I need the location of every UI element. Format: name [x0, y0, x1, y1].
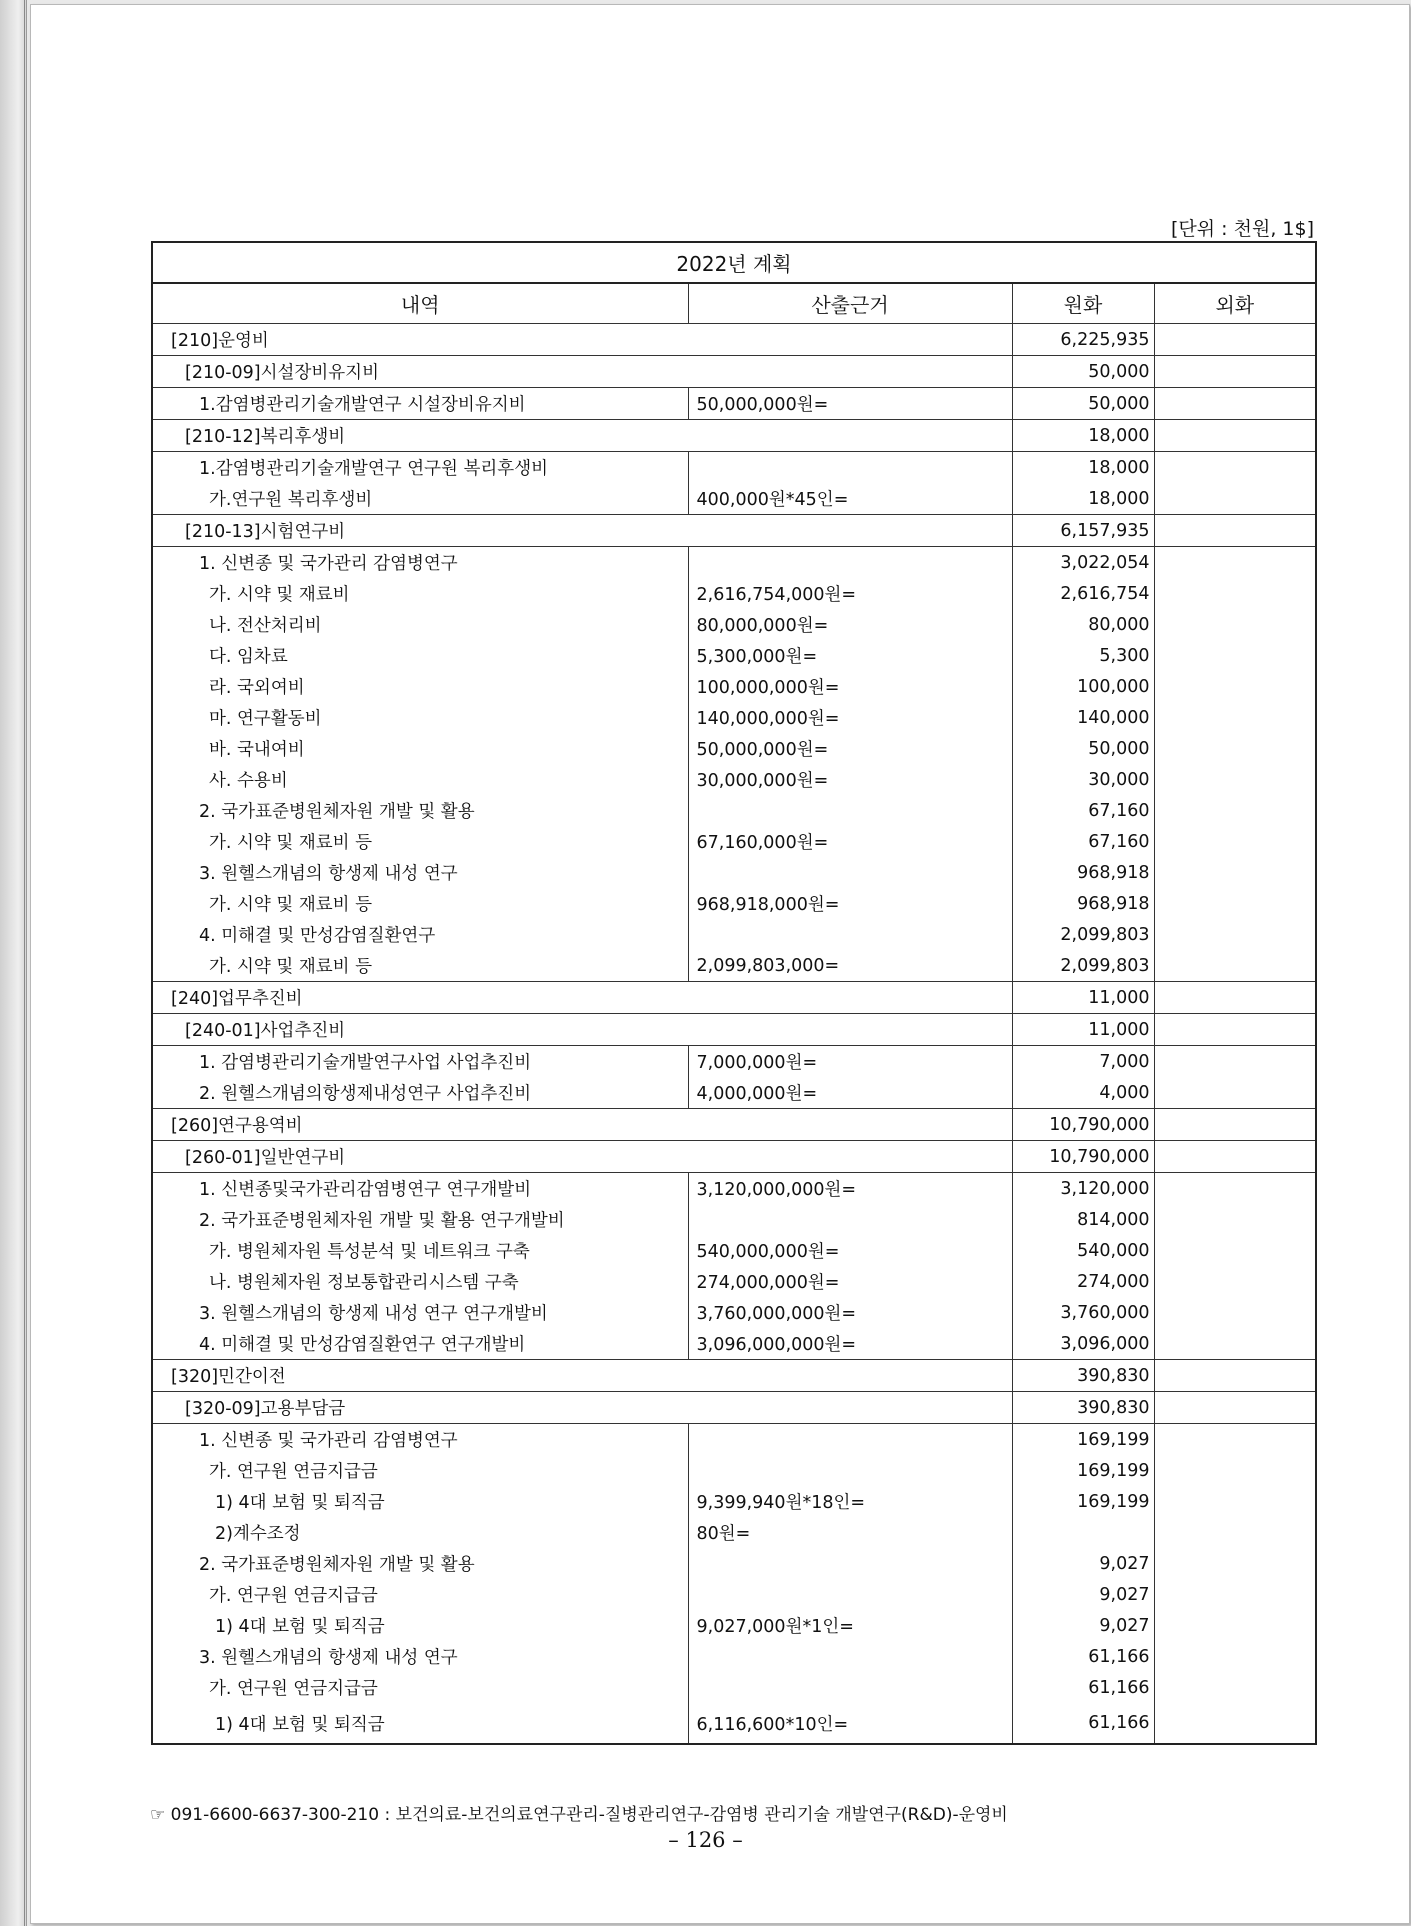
- row-description: 1.감염병관리기술개발연구 시설장비유지비: [152, 388, 688, 420]
- row-description: 3. 원헬스개념의 항생제 내성 연구: [152, 857, 688, 888]
- row-description: [320]민간이전: [152, 1360, 1012, 1392]
- table-row: [152, 1235, 1316, 1266]
- row-foreign-amount: [1154, 483, 1316, 515]
- table-row: [152, 452, 1316, 484]
- row-krw-amount: 11,000: [1012, 1014, 1154, 1046]
- row-calculation-basis: 5,300,000원=: [688, 640, 1012, 671]
- row-description: 가. 연구원 연금지급금: [152, 1579, 688, 1610]
- row-calculation-basis: 140,000,000원=: [688, 702, 1012, 733]
- row-foreign-amount: [1154, 919, 1316, 950]
- table-row: [152, 356, 1316, 388]
- row-foreign-amount: [1154, 420, 1316, 452]
- binding-edge: [24, 0, 25, 1926]
- table-row: [152, 764, 1316, 795]
- row-calculation-basis: 400,000원*45인=: [688, 483, 1012, 515]
- row-krw-amount: 3,022,054: [1012, 547, 1154, 579]
- row-krw-amount: 7,000: [1012, 1046, 1154, 1078]
- row-description: [240]업무추진비: [152, 982, 1012, 1014]
- row-description: 가. 연구원 연금지급금: [152, 1672, 688, 1703]
- row-calculation-basis: [688, 547, 1012, 579]
- row-krw-amount: 100,000: [1012, 671, 1154, 702]
- table-row: [152, 1641, 1316, 1672]
- row-calculation-basis: 2,616,754,000원=: [688, 578, 1012, 609]
- table-row: [152, 888, 1316, 919]
- table-row: [152, 1173, 1316, 1205]
- row-foreign-amount: [1154, 1672, 1316, 1703]
- column-header-foreign: 외화: [1154, 283, 1316, 324]
- row-description: 가. 병원체자원 특성분석 및 네트워크 구축: [152, 1235, 688, 1266]
- row-foreign-amount: [1154, 764, 1316, 795]
- row-description: 나. 전산처리비: [152, 609, 688, 640]
- row-calculation-basis: 80,000,000원=: [688, 609, 1012, 640]
- row-foreign-amount: [1154, 356, 1316, 388]
- row-description: 가. 연구원 연금지급금: [152, 1455, 688, 1486]
- row-foreign-amount: [1154, 1141, 1316, 1173]
- row-description: 1. 감염병관리기술개발연구사업 사업추진비: [152, 1046, 688, 1078]
- row-krw-amount: 30,000: [1012, 764, 1154, 795]
- row-description: 가. 시약 및 재료비: [152, 578, 688, 609]
- row-foreign-amount: [1154, 795, 1316, 826]
- row-calculation-basis: 80원=: [688, 1517, 1012, 1548]
- row-krw-amount: 390,830: [1012, 1360, 1154, 1392]
- row-foreign-amount: [1154, 982, 1316, 1014]
- row-krw-amount: 3,760,000: [1012, 1297, 1154, 1328]
- row-krw-amount: 67,160: [1012, 795, 1154, 826]
- row-calculation-basis: 4,000,000원=: [688, 1077, 1012, 1109]
- row-foreign-amount: [1154, 1297, 1316, 1328]
- row-description: [320-09]고용부담금: [152, 1392, 1012, 1424]
- row-description: 1. 신변종 및 국가관리 감염병연구: [152, 1424, 688, 1456]
- row-calculation-basis: 100,000,000원=: [688, 671, 1012, 702]
- row-krw-amount: 6,225,935: [1012, 324, 1154, 356]
- row-foreign-amount: [1154, 1014, 1316, 1046]
- row-krw-amount: 18,000: [1012, 483, 1154, 515]
- row-foreign-amount: [1154, 388, 1316, 420]
- row-description: [210-13]시험연구비: [152, 515, 1012, 547]
- row-foreign-amount: [1154, 1424, 1316, 1456]
- row-krw-amount: 169,199: [1012, 1455, 1154, 1486]
- row-foreign-amount: [1154, 1046, 1316, 1078]
- table-row: [152, 1109, 1316, 1141]
- table-row: [152, 1672, 1316, 1703]
- row-description: 바. 국내여비: [152, 733, 688, 764]
- row-foreign-amount: [1154, 1517, 1316, 1548]
- row-krw-amount: 18,000: [1012, 420, 1154, 452]
- row-krw-amount: 61,166: [1012, 1672, 1154, 1703]
- table-row: [152, 388, 1316, 420]
- row-description: [210-12]복리후생비: [152, 420, 1012, 452]
- table-row: [152, 609, 1316, 640]
- row-calculation-basis: [688, 1424, 1012, 1456]
- row-calculation-basis: [688, 1548, 1012, 1579]
- row-foreign-amount: [1154, 1266, 1316, 1297]
- row-description: 2. 원헬스개념의항생제내성연구 사업추진비: [152, 1077, 688, 1109]
- row-description: [260-01]일반연구비: [152, 1141, 1012, 1173]
- binding-spine: [0, 0, 27, 1926]
- row-description: 2. 국가표준병원체자원 개발 및 활용: [152, 1548, 688, 1579]
- row-krw-amount: 9,027: [1012, 1548, 1154, 1579]
- row-calculation-basis: 67,160,000원=: [688, 826, 1012, 857]
- row-description: 가. 시약 및 재료비 등: [152, 950, 688, 982]
- row-krw-amount: 61,166: [1012, 1703, 1154, 1744]
- row-description: 1) 4대 보험 및 퇴직금: [152, 1610, 688, 1641]
- row-foreign-amount: [1154, 1360, 1316, 1392]
- table-row: [152, 1703, 1316, 1744]
- row-krw-amount: 390,830: [1012, 1392, 1154, 1424]
- row-calculation-basis: [688, 857, 1012, 888]
- row-krw-amount: 2,099,803: [1012, 950, 1154, 982]
- column-header-krw: 원화: [1012, 283, 1154, 324]
- row-krw-amount: 140,000: [1012, 702, 1154, 733]
- row-calculation-basis: 2,099,803,000=: [688, 950, 1012, 982]
- row-foreign-amount: [1154, 950, 1316, 982]
- row-foreign-amount: [1154, 1077, 1316, 1109]
- row-calculation-basis: [688, 1641, 1012, 1672]
- row-krw-amount: 169,199: [1012, 1486, 1154, 1517]
- row-description: 마. 연구활동비: [152, 702, 688, 733]
- row-foreign-amount: [1154, 452, 1316, 484]
- table-row: [152, 982, 1316, 1014]
- row-krw-amount: 50,000: [1012, 356, 1154, 388]
- row-description: 1.감염병관리기술개발연구 연구원 복리후생비: [152, 452, 688, 484]
- table-row: [152, 733, 1316, 764]
- row-description: 1. 신변종 및 국가관리 감염병연구: [152, 547, 688, 579]
- unit-label: [단위 : 천원, 1$]: [1171, 218, 1314, 240]
- table-row: [152, 1610, 1316, 1641]
- row-calculation-basis: 3,120,000,000원=: [688, 1173, 1012, 1205]
- table-row: [152, 515, 1316, 547]
- table-row: [152, 324, 1316, 356]
- row-description: [240-01]사업추진비: [152, 1014, 1012, 1046]
- row-foreign-amount: [1154, 1328, 1316, 1360]
- row-krw-amount: 968,918: [1012, 857, 1154, 888]
- row-foreign-amount: [1154, 1641, 1316, 1672]
- row-krw-amount: 18,000: [1012, 452, 1154, 484]
- row-description: 1. 신변종및국가관리감염병연구 연구개발비: [152, 1173, 688, 1205]
- row-description: 라. 국외여비: [152, 671, 688, 702]
- row-foreign-amount: [1154, 1703, 1316, 1744]
- row-krw-amount: 2,099,803: [1012, 919, 1154, 950]
- row-krw-amount: 50,000: [1012, 733, 1154, 764]
- table-row: [152, 702, 1316, 733]
- row-foreign-amount: [1154, 1455, 1316, 1486]
- table-row: [152, 1486, 1316, 1517]
- row-foreign-amount: [1154, 1173, 1316, 1205]
- row-description: 나. 병원체자원 정보통합관리시스템 구축: [152, 1266, 688, 1297]
- row-calculation-basis: 7,000,000원=: [688, 1046, 1012, 1078]
- row-calculation-basis: [688, 1672, 1012, 1703]
- row-foreign-amount: [1154, 671, 1316, 702]
- row-krw-amount: 968,918: [1012, 888, 1154, 919]
- row-foreign-amount: [1154, 733, 1316, 764]
- table-row: [152, 1014, 1316, 1046]
- row-calculation-basis: [688, 1579, 1012, 1610]
- row-krw-amount: 274,000: [1012, 1266, 1154, 1297]
- row-krw-amount: 4,000: [1012, 1077, 1154, 1109]
- table-row: [152, 547, 1316, 579]
- row-description: 2. 국가표준병원체자원 개발 및 활용: [152, 795, 688, 826]
- row-foreign-amount: [1154, 826, 1316, 857]
- table-row: [152, 1204, 1316, 1235]
- plan-year-header: 2022년 계획: [152, 242, 1316, 283]
- row-foreign-amount: [1154, 1109, 1316, 1141]
- table-row: [152, 671, 1316, 702]
- row-calculation-basis: [688, 1455, 1012, 1486]
- row-krw-amount: 3,120,000: [1012, 1173, 1154, 1205]
- table-row: [152, 950, 1316, 982]
- row-calculation-basis: 30,000,000원=: [688, 764, 1012, 795]
- row-krw-amount: 10,790,000: [1012, 1141, 1154, 1173]
- row-calculation-basis: 9,399,940원*18인=: [688, 1486, 1012, 1517]
- row-calculation-basis: [688, 919, 1012, 950]
- row-description: 2. 국가표준병원체자원 개발 및 활용 연구개발비: [152, 1204, 688, 1235]
- row-krw-amount: 169,199: [1012, 1424, 1154, 1456]
- column-header-description: 내역: [152, 283, 688, 324]
- table-row: [152, 1424, 1316, 1456]
- row-description: 4. 미해결 및 만성감염질환연구: [152, 919, 688, 950]
- row-description: [210]운영비: [152, 324, 1012, 356]
- row-calculation-basis: 968,918,000원=: [688, 888, 1012, 919]
- row-krw-amount: 50,000: [1012, 388, 1154, 420]
- row-description: 1) 4대 보험 및 퇴직금: [152, 1486, 688, 1517]
- row-krw-amount: 80,000: [1012, 609, 1154, 640]
- row-calculation-basis: [688, 795, 1012, 826]
- row-foreign-amount: [1154, 857, 1316, 888]
- row-description: 사. 수용비: [152, 764, 688, 795]
- row-foreign-amount: [1154, 640, 1316, 671]
- row-calculation-basis: 274,000,000원=: [688, 1266, 1012, 1297]
- row-description: 다. 임차료: [152, 640, 688, 671]
- row-foreign-amount: [1154, 515, 1316, 547]
- row-foreign-amount: [1154, 1486, 1316, 1517]
- row-description: 3. 원헬스개념의 항생제 내성 연구 연구개발비: [152, 1297, 688, 1328]
- row-calculation-basis: [688, 1204, 1012, 1235]
- row-krw-amount: 11,000: [1012, 982, 1154, 1014]
- row-calculation-basis: 6,116,600*10인=: [688, 1703, 1012, 1744]
- table-row: [152, 1266, 1316, 1297]
- table-row: [152, 826, 1316, 857]
- table-row: [152, 1360, 1316, 1392]
- row-foreign-amount: [1154, 702, 1316, 733]
- row-description: 4. 미해결 및 만성감염질환연구 연구개발비: [152, 1328, 688, 1360]
- table-row: [152, 578, 1316, 609]
- row-calculation-basis: 9,027,000원*1인=: [688, 1610, 1012, 1641]
- row-description: 3. 원헬스개념의 항생제 내성 연구: [152, 1641, 688, 1672]
- row-foreign-amount: [1154, 888, 1316, 919]
- row-description: 2)계수조정: [152, 1517, 688, 1548]
- row-krw-amount: 6,157,935: [1012, 515, 1154, 547]
- row-krw-amount: 2,616,754: [1012, 578, 1154, 609]
- row-krw-amount: 61,166: [1012, 1641, 1154, 1672]
- row-foreign-amount: [1154, 547, 1316, 579]
- row-foreign-amount: [1154, 609, 1316, 640]
- row-krw-amount: 9,027: [1012, 1610, 1154, 1641]
- budget-table-body: [152, 324, 1316, 1745]
- row-calculation-basis: 3,760,000,000원=: [688, 1297, 1012, 1328]
- row-krw-amount: [1012, 1517, 1154, 1548]
- table-row: [152, 483, 1316, 515]
- row-calculation-basis: [688, 452, 1012, 484]
- row-foreign-amount: [1154, 324, 1316, 356]
- table-row: [152, 1579, 1316, 1610]
- row-calculation-basis: 3,096,000,000원=: [688, 1328, 1012, 1360]
- row-description: 가.연구원 복리후생비: [152, 483, 688, 515]
- row-krw-amount: 3,096,000: [1012, 1328, 1154, 1360]
- row-foreign-amount: [1154, 1579, 1316, 1610]
- table-row: [152, 1046, 1316, 1078]
- row-krw-amount: 5,300: [1012, 640, 1154, 671]
- row-description: 1) 4대 보험 및 퇴직금: [152, 1703, 688, 1744]
- table-row: [152, 1517, 1316, 1548]
- row-krw-amount: 9,027: [1012, 1579, 1154, 1610]
- table-row: [152, 1455, 1316, 1486]
- row-foreign-amount: [1154, 1548, 1316, 1579]
- table-row: [152, 1328, 1316, 1360]
- row-foreign-amount: [1154, 1235, 1316, 1266]
- budget-table: [151, 241, 1317, 1745]
- row-krw-amount: 10,790,000: [1012, 1109, 1154, 1141]
- column-header-basis: 산출근거: [688, 283, 1012, 324]
- row-description: [260]연구용역비: [152, 1109, 1012, 1141]
- row-foreign-amount: [1154, 1204, 1316, 1235]
- row-foreign-amount: [1154, 1610, 1316, 1641]
- row-calculation-basis: 540,000,000원=: [688, 1235, 1012, 1266]
- row-description: 가. 시약 및 재료비 등: [152, 888, 688, 919]
- row-krw-amount: 540,000: [1012, 1235, 1154, 1266]
- table-row: [152, 795, 1316, 826]
- row-krw-amount: 814,000: [1012, 1204, 1154, 1235]
- budget-code-footnote: ☞ 091-6600-6637-300-210 : 보건의료-보건의료연구관리-질병관리연구-감염병 관리기술 개발연구(R&D)-운영비: [150, 1805, 1008, 1825]
- page-number: – 126 –: [668, 1828, 743, 1852]
- table-row: [152, 1077, 1316, 1109]
- table-row: [152, 1392, 1316, 1424]
- row-calculation-basis: 50,000,000원=: [688, 733, 1012, 764]
- row-description: [210-09]시설장비유지비: [152, 356, 1012, 388]
- table-row: [152, 857, 1316, 888]
- row-description: 가. 시약 및 재료비 등: [152, 826, 688, 857]
- row-krw-amount: 67,160: [1012, 826, 1154, 857]
- table-row: [152, 1141, 1316, 1173]
- table-row: [152, 640, 1316, 671]
- table-row: [152, 420, 1316, 452]
- table-row: [152, 919, 1316, 950]
- row-calculation-basis: 50,000,000원=: [688, 388, 1012, 420]
- table-row: [152, 1297, 1316, 1328]
- row-foreign-amount: [1154, 1392, 1316, 1424]
- table-row: [152, 1548, 1316, 1579]
- row-foreign-amount: [1154, 578, 1316, 609]
